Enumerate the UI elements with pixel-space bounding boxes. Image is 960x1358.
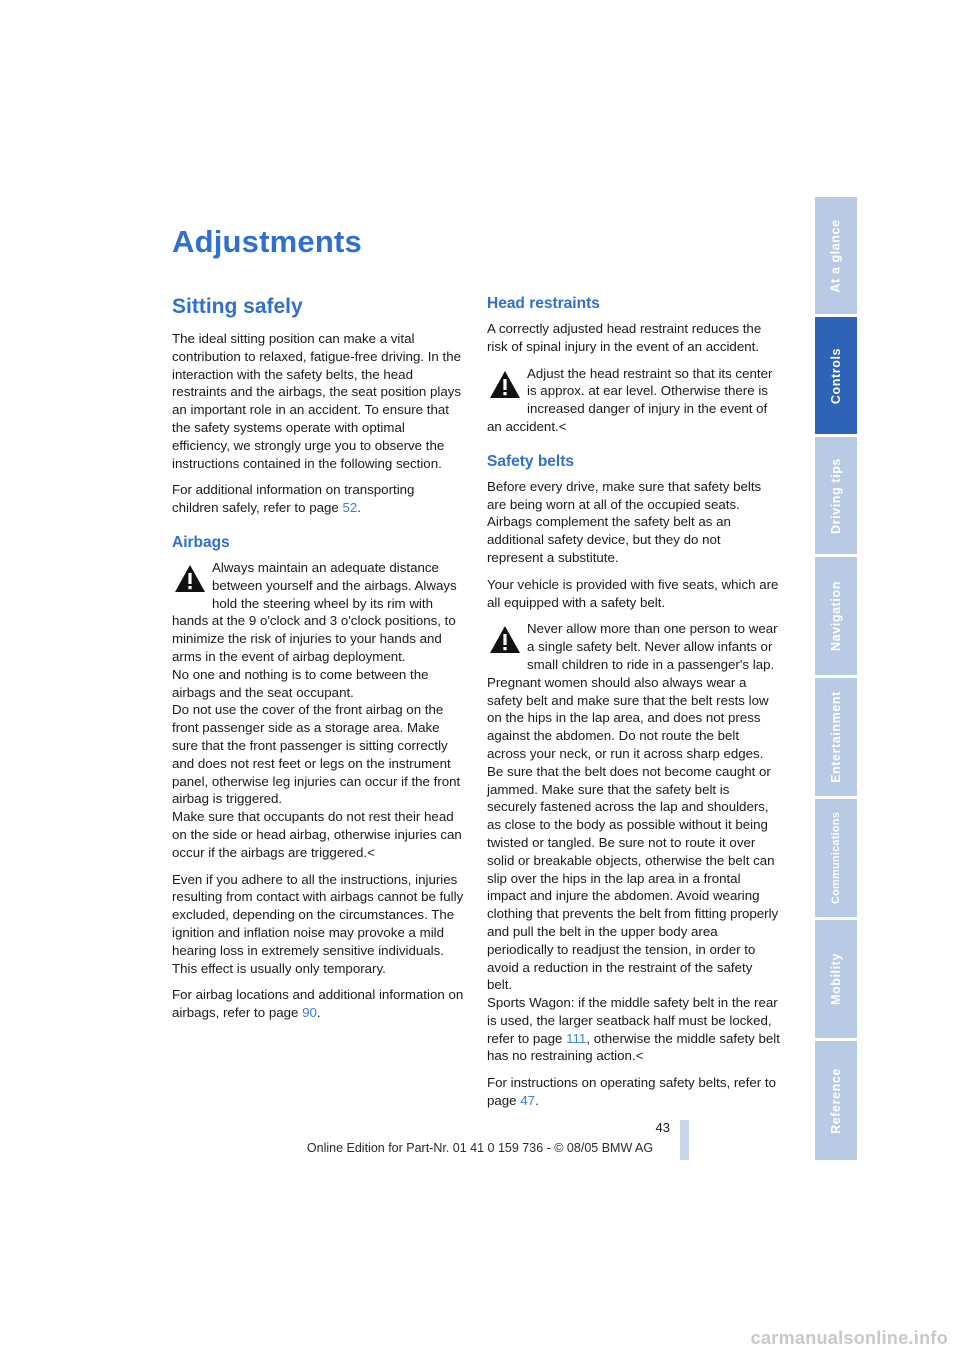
safety-belts-reference — [487, 1074, 780, 1110]
page-title: Adjustments — [172, 224, 362, 259]
page-link-52[interactable]: 52 — [342, 500, 358, 516]
left-column — [172, 290, 464, 1031]
page-number: 43 — [655, 1120, 670, 1135]
tab-controls[interactable] — [815, 317, 857, 434]
chapter-tabs — [815, 197, 857, 1160]
page-link-111[interactable]: 111 — [566, 1030, 587, 1046]
section-title-sitting-safely: Sitting safely — [172, 295, 303, 318]
tab-label: Reference — [829, 1067, 844, 1134]
tab-mobility[interactable] — [815, 920, 857, 1038]
tab-label: At a glance — [829, 218, 844, 293]
watermark: carmanualsonline.info — [750, 1328, 948, 1348]
safety-belts-reference-end: . — [535, 1093, 539, 1109]
subsection-title-airbags: Airbags — [172, 533, 230, 551]
subsection-title-safety-belts: Safety belts — [487, 452, 575, 470]
tab-label: Entertainment — [829, 691, 843, 783]
safety-belts-paragraph-2: Your vehicle is provided with five seats, which are all equipped with a safety belt. — [487, 576, 779, 610]
tab-label: Controls — [829, 347, 843, 404]
page-link-90[interactable]: 90 — [302, 1005, 317, 1021]
safety-belts-reference-text: For instructions on operating safety belts, refer to page — [487, 1075, 776, 1109]
airbags-paragraph: Even if you adhere to all the instructions, injuries resulting from contact with airbags cannot be fully excluded, depending on the circumstances. The ignition and inflation noise may provoke a mild hearing loss in extremely sensitive individuals. This effect is usually only temporary. — [172, 871, 464, 976]
page-link-47[interactable]: 47 — [520, 1093, 536, 1109]
safety-belts-warning-text-1: Never allow more than one person to wear a single safety belt. Never allow infants or small children to ride in a passenger's lap. Pregnant women should also always wear a safety belt and make sure that the belt rests low on the hips in the lap area, and does not press against the abdomen. Do not route the belt across your neck, or run it across sharp edges. Be sure that the belt does not become caught or jammed. Make sure that the safety belt is securely fastened across the lap and shoulders, as close to the body as possible without it being twisted or tangled. Be sure not to route it over solid or breakable objects, otherwise the belt can slip over the hips in the lap area in a frontal impact and injure the abdomen. Avoid wearing clothing that prevents the belt from fitting properly and pull the belt in the upper body area periodically to readjust the tension, in order to avoid a reduction in the restraint of the safety belt. — [487, 621, 779, 993]
children-reference — [172, 481, 464, 517]
airbags-warning — [172, 559, 464, 862]
airbags-warning-text-1: Always maintain an adequate distance between yourself and the airbags. Always hold the steering wheel by its rim with hands at the 9 o'clock and 3 o'clock positions, to minimize the risk of injuries to your hands and arms in the event of airbag deployment. — [172, 559, 457, 664]
tab-label: Mobility — [829, 952, 843, 1006]
tab-label: Communications — [830, 811, 842, 905]
safety-belts-warning — [487, 620, 780, 1065]
safety-belts-warning-text-2: Sports Wagon: if the middle safety belt in the rear is used, the larger seatback half must be locked, refer to page — [487, 995, 778, 1046]
warning-triangle-icon — [487, 367, 523, 403]
head-restraints-warning — [487, 365, 780, 436]
airbags-warning-text-2: No one and nothing is to come between the airbags and the seat occupant. — [172, 666, 429, 700]
children-reference-text: For additional information on transporting children safely, refer to page — [172, 482, 415, 516]
tab-at-a-glance[interactable] — [815, 197, 857, 314]
intro-paragraph: The ideal sitting position can make a vital contribution to relaxed, fatigue-free driving. In the interaction with the safety belts, the head restraints and the airbags, the seat position plays an important role in an accident. To ensure that the safety systems operate with optimal efficiency, we strongly urge you to observe the instructions contained in the following section. — [172, 331, 462, 471]
right-column — [487, 294, 780, 1119]
airbags-reference-end: . — [316, 1005, 321, 1021]
subsection-title-head-restraints: Head restraints — [487, 295, 600, 312]
tab-label: Driving tips — [829, 457, 843, 534]
warning-triangle-icon — [487, 622, 523, 658]
footer-edition-note: Online Edition for Part-Nr. 01 41 0 159 736 - © 08/05 BMW AG — [306, 1141, 654, 1155]
warning-triangle-icon — [172, 561, 208, 597]
tab-driving-tips[interactable] — [815, 437, 857, 554]
airbags-reference-text: For airbag locations and additional information on airbags, refer to page — [172, 987, 464, 1021]
tab-entertainment[interactable] — [815, 678, 857, 796]
tab-communications[interactable] — [815, 799, 857, 917]
tab-label: Navigation — [829, 581, 843, 651]
safety-belts-paragraph-1: Before every drive, make sure that safety belts are being worn at all of the occupied seats. Airbags complement the safety belt as an additional safety device, but they do not represent a substitute. — [487, 478, 762, 565]
airbags-warning-text-4: Make sure that occupants do not rest their head on the side or head airbag, otherwise injuries can occur if the airbags are triggered.< — [172, 809, 462, 860]
airbags-reference — [172, 986, 464, 1022]
children-reference-end: . — [357, 500, 361, 516]
safety-belts-warning-text-2-end: , otherwise the middle safety belt has no restraining action.< — [487, 1030, 780, 1064]
tab-navigation[interactable] — [815, 557, 857, 675]
airbags-warning-text-3: Do not use the cover of the front airbag on the front passenger side as a storage area. Make sure that the front passenger is sitting correctly and does not rest feet or legs on the instrument panel, otherwise leg injuries can occur if the front airbag is triggered. — [172, 702, 461, 807]
head-restraints-warning-text: Adjust the head restraint so that its center is approx. at ear level. Otherwise there is increased danger of injury in the event of an accident.< — [487, 365, 773, 434]
head-restraints-paragraph: A correctly adjusted head restraint reduces the risk of spinal injury in the event of an accident. — [487, 321, 762, 354]
